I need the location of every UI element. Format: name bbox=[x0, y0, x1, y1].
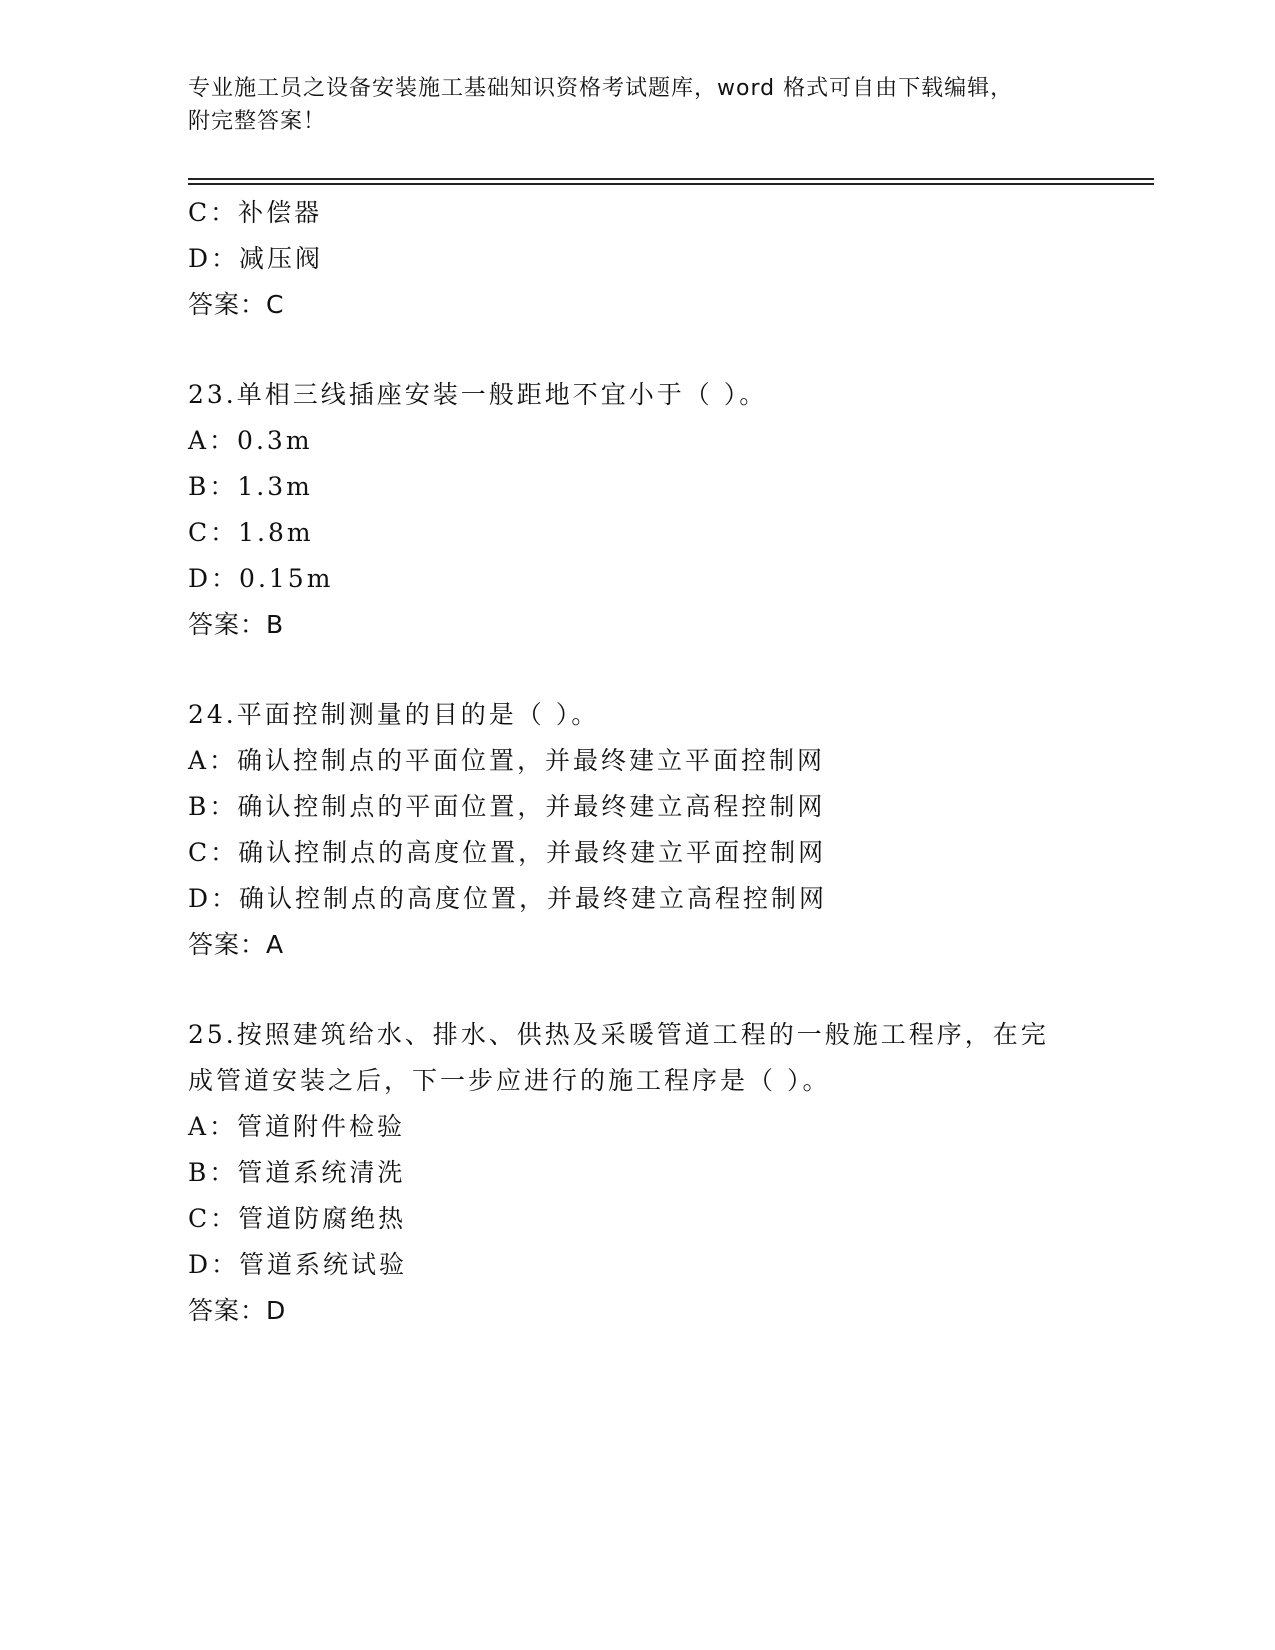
stem-line: 成管道安装之后，下一步应进行的施工程序是（ ）。 bbox=[188, 1066, 831, 1095]
question-24 bbox=[188, 692, 1088, 968]
answer-line: 答案：D bbox=[188, 1296, 287, 1325]
header-line-2: 附完整答案！ bbox=[188, 109, 327, 134]
option-c: C：确认控制点的高度位置，并最终建立平面控制网 bbox=[188, 838, 827, 867]
header-divider-bottom bbox=[188, 183, 1154, 185]
option-b: B：管道系统清洗 bbox=[188, 1158, 406, 1187]
option-a: A：管道附件检验 bbox=[188, 1112, 406, 1141]
question-stem bbox=[188, 372, 1088, 418]
document-header bbox=[188, 72, 1068, 138]
option-c: C：1.8m bbox=[188, 518, 314, 547]
answer-line: 答案：A bbox=[188, 930, 285, 959]
option-a: A：0.3m bbox=[188, 426, 313, 455]
question-list bbox=[188, 190, 1088, 1334]
question-stem bbox=[188, 692, 1088, 738]
question-23 bbox=[188, 372, 1088, 648]
option-b: B：确认控制点的平面位置，并最终建立高程控制网 bbox=[188, 792, 826, 821]
answer-line: 答案：C bbox=[188, 290, 285, 319]
question-22-continued bbox=[188, 190, 1088, 328]
option-d: D：0.15m bbox=[188, 564, 334, 593]
option-c: C：管道防腐绝热 bbox=[188, 1204, 407, 1233]
stem-line: 23.单相三线插座安装一般距地不宜小于（ ）。 bbox=[188, 380, 768, 409]
option-d: D：减压阀 bbox=[188, 244, 324, 273]
option-d: D：管道系统试验 bbox=[188, 1250, 408, 1279]
stem-line: 24.平面控制测量的目的是（ ）。 bbox=[188, 700, 600, 729]
header-line-1: 专业施工员之设备安装施工基础知识资格考试题库，word 格式可自由下载编辑， bbox=[188, 76, 1014, 101]
question-stem bbox=[188, 1012, 1088, 1104]
answer-line: 答案：B bbox=[188, 610, 285, 639]
stem-line: 25.按照建筑给水、排水、供热及采暖管道工程的一般施工程序，在完 bbox=[188, 1020, 1049, 1049]
option-c: C：补偿器 bbox=[188, 198, 323, 227]
option-d: D：确认控制点的高度位置，并最终建立高程控制网 bbox=[188, 884, 828, 913]
option-a: A：确认控制点的平面位置，并最终建立平面控制网 bbox=[188, 746, 826, 775]
header-divider-top bbox=[188, 178, 1154, 180]
question-25 bbox=[188, 1012, 1088, 1334]
option-b: B：1.3m bbox=[188, 472, 313, 501]
